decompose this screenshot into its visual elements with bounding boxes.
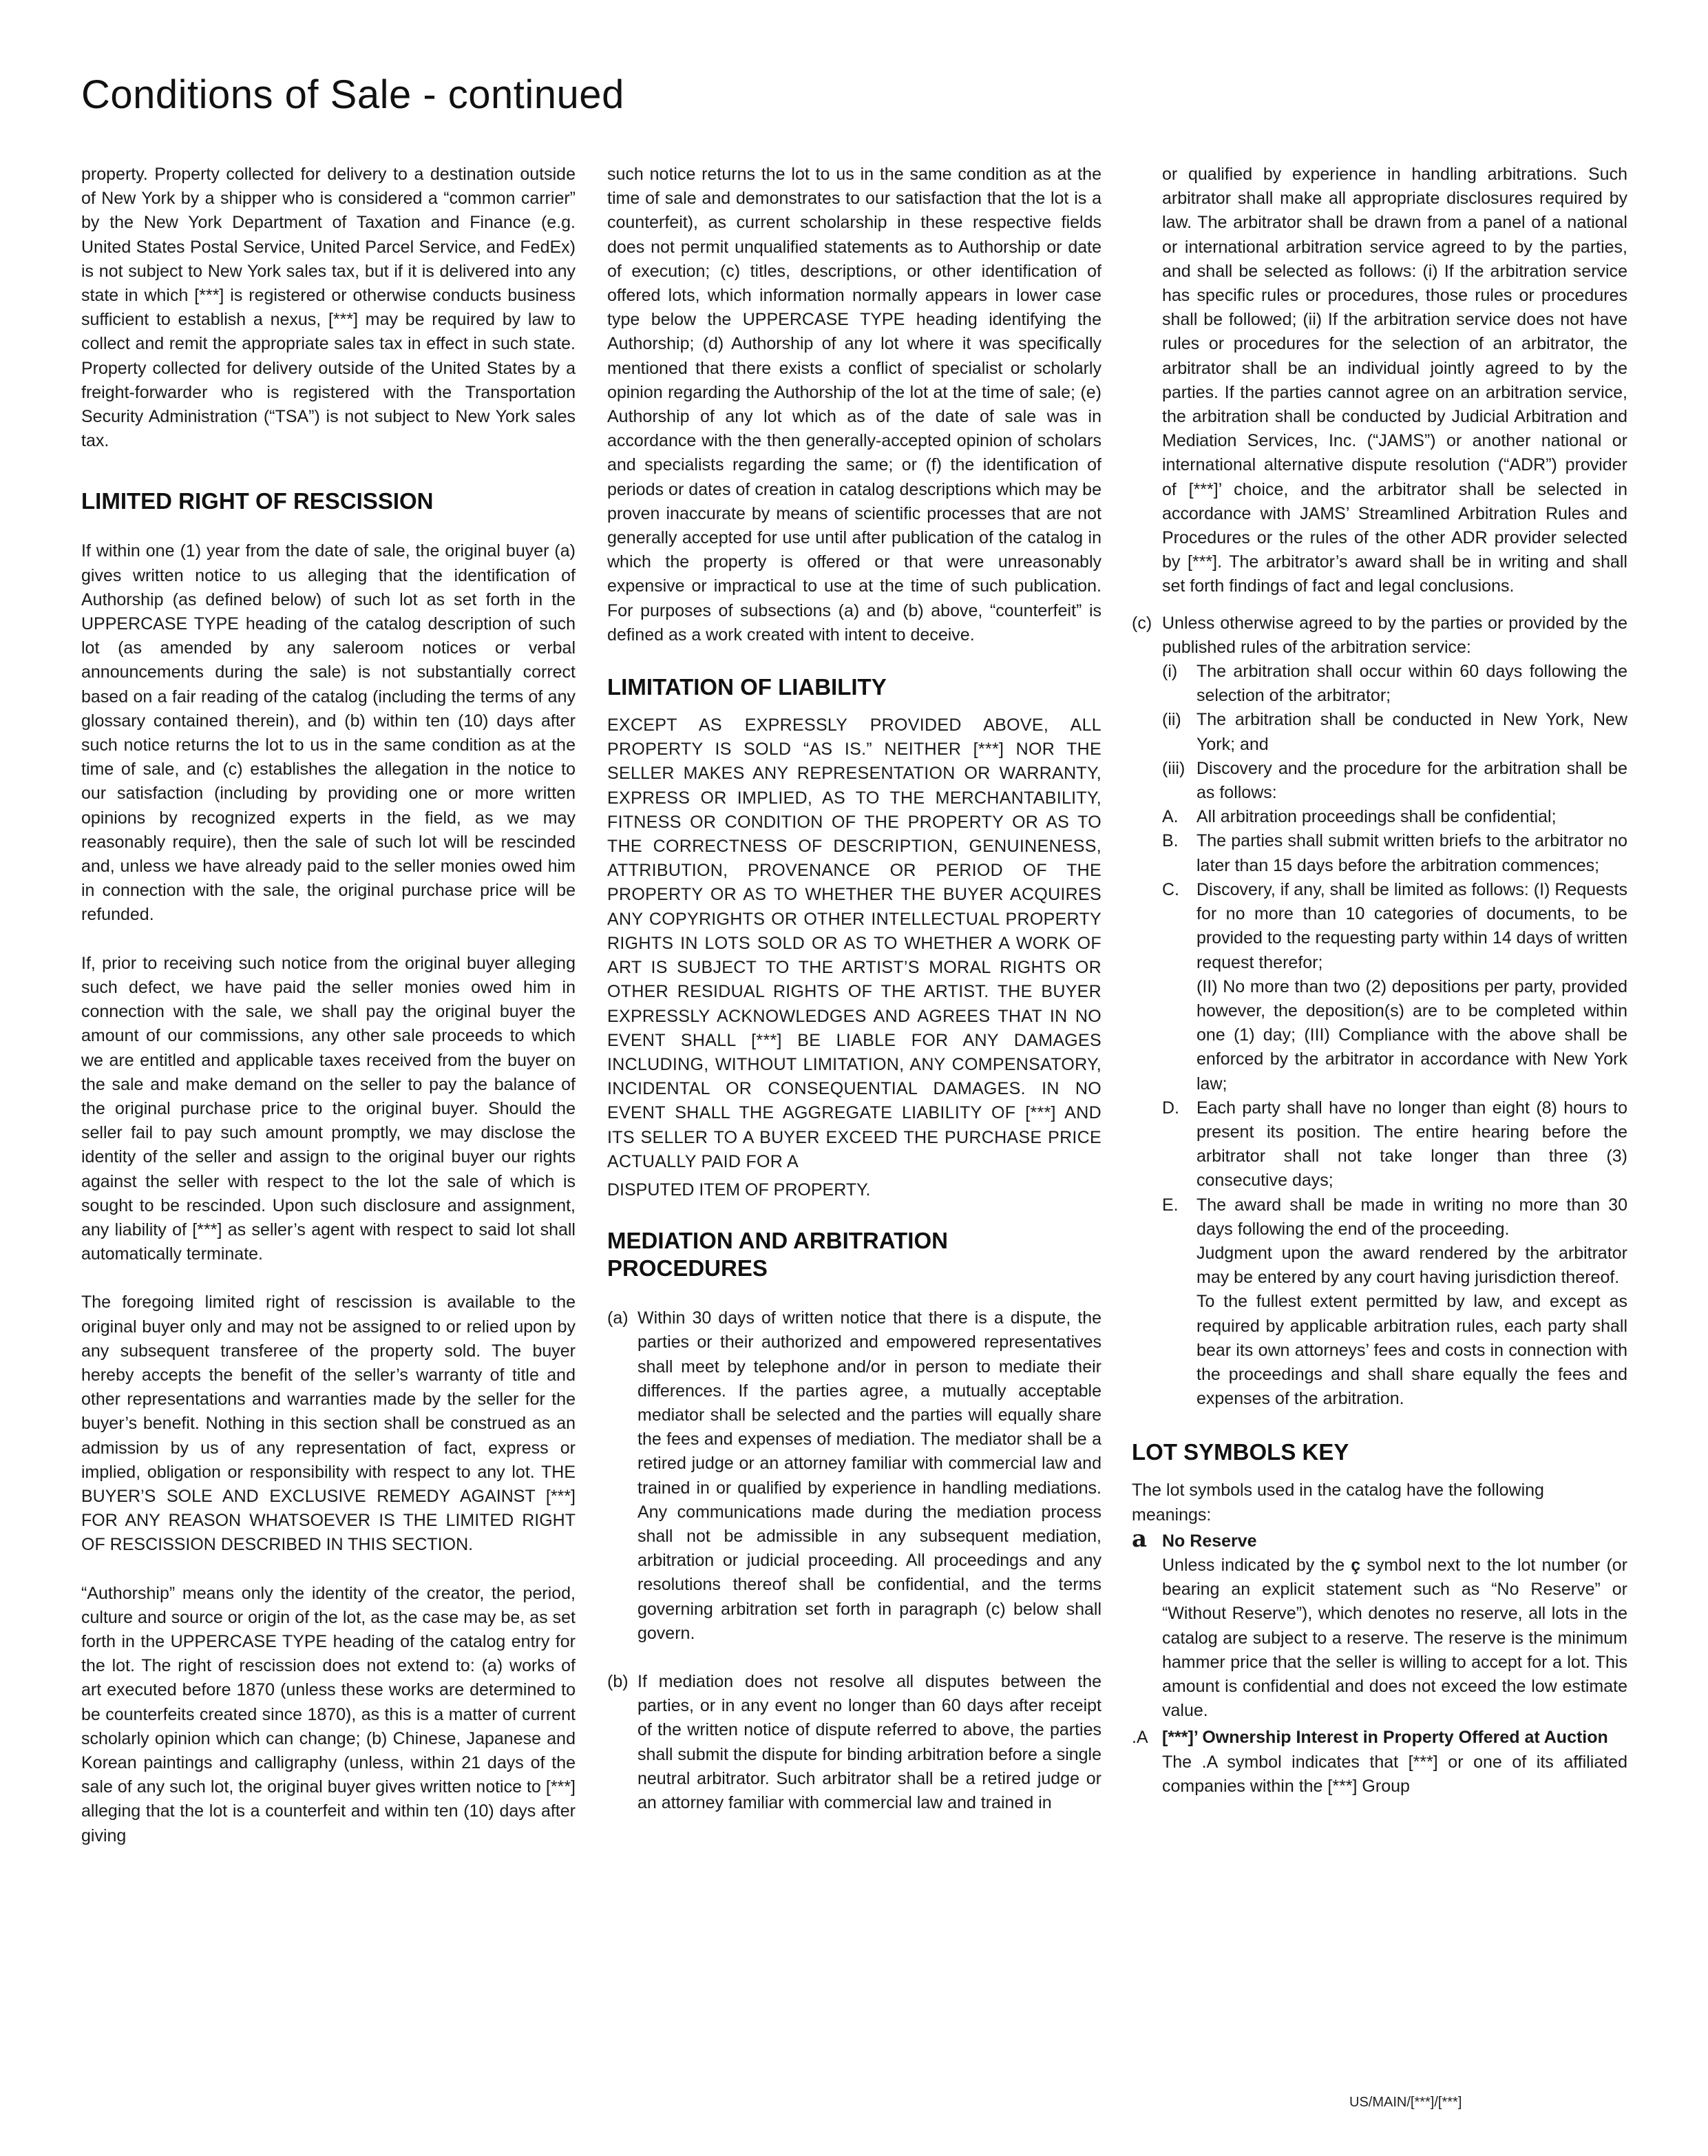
symbol-name: [***]’ Ownership Interest in Property Offered at Auction [1162, 1728, 1608, 1748]
heading-lot-symbols-key: LOT SYMBOLS KEY [1132, 1439, 1349, 1465]
paragraph: The foregoing limited right of rescission is available to the original buyer only and may not be assigned to or relied upon by any subsequent transferee of the property sold. The buyer hereby accepts the benefit of the seller’s warranty of title and other representations and warranties made by the seller for the buyer’s benefit. Nothing in this section shall be construed as an admission by us of any representation of fact, express or implied, obligation or responsibility with respect to any lot. THE BUYER’S SOLE AND EXCLUSIVE REMEDY AGAINST [***] FOR ANY REASON WHATSOEVER IS THE LIMITED RIGHT OF RESCISSION DESCRIBED IN THIS SECTION. [81, 1292, 576, 1555]
column-2 [607, 163, 1101, 1815]
list-item-iii [1162, 757, 1627, 805]
paragraph-liability-end: DISPUTED ITEM OF PROPERTY. [607, 1180, 871, 1200]
symbols-intro: The lot symbols used in the catalog have the following meanings: [1132, 1480, 1544, 1525]
item-continuation: Judgment upon the award rendered by the arbitrator may be entered by any court having jurisdiction thereof. [1196, 1243, 1627, 1288]
item-text: Discovery and the procedure for the arbitration shall be as follows: [1196, 758, 1627, 803]
footer-reference: US/MAIN/[***]/[***] [1349, 2095, 1462, 2110]
column-3 [1132, 163, 1627, 1799]
symbol-name: No Reserve [1162, 1531, 1257, 1551]
list-item-B [1162, 829, 1627, 877]
item-label: (a) [607, 1308, 629, 1328]
item-text: Discovery, if any, shall be limited as follows: (I) Requests for no more than 10 categories of documents, to be provided to the requesting party within 14 days of written request therefor; [1196, 879, 1627, 972]
list-item-b [607, 1670, 1101, 1815]
column-1 [81, 163, 576, 1848]
ownership-symbol-icon: .A [1132, 1728, 1148, 1748]
item-continuation: (II) No more than two (2) depositions per party, provided however, the deposition(s) are to be completed within one (1) day; (III) Compliance with the above shall be enforced by the arbitrator in accordance with New York law; [1196, 976, 1627, 1093]
item-label: (ii) [1162, 710, 1181, 730]
item-continuation: To the fullest extent permitted by law, and except as required by applicable arbitration rules, each party shall bear its own attorneys’ fees and costs in connection with the proceedings and shall share equally the fees and expenses of the arbitration. [1196, 1292, 1627, 1409]
item-text: Within 30 days of written notice that there is a dispute, the parties or their authorized and empowered representatives shall meet by telephone and/or in person to mediate their differences. If the parties agree, a mutually acceptable mediator shall be selected and the parties will equally share the fees and expenses of mediation. The mediator shall be a retired judge or an attorney familiar with commercial law and trained in or qualified by experience in handling mediations. Any communications made during the mediation process shall not be admissible in any subsequent mediation, arbitration or judicial proceeding. All proceedings and any resolutions thereof shall be confidential, and the terms governing arbitration set forth in paragraph (c) below shall govern. [637, 1308, 1101, 1643]
paragraph: such notice returns the lot to us in the same condition as at the time of sale and demonstrates to our satisfaction that the lot is a counterfeit), as current scholarship in these respective fields does not permit unqualified statements as to Authorship or date of execution; (c) titles, descriptions, or other identification of offered lots, which information normally appears in lower case type below the UPPERCASE TYPE heading identifying the Authorship; (d) Authorship of any lot where it was specifically mentioned that there exists a conflict of specialist or scholarly opinion regarding the Authorship of the lot at the time of sale; (e) Authorship of any lot which as of the date of sale was in accordance with the then generally-accepted opinion of scholars and specialists regarding the same; or (f) the identification of periods or dates of creation in catalog descriptions which may be proven inaccurate by means of scientific processes that are not generally accepted for use until after publication of the catalog in which the property is offered or that were unreasonably expensive or impractical to use at the time of such publication. For purposes of subsections (a) and (b) above, “counterfeit” is defined as a work created with intent to deceive. [607, 165, 1101, 645]
item-text: The arbitration shall be conducted in New York, New York; and [1196, 710, 1627, 754]
item-text: The arbitration shall occur within 60 days following the selection of the arbitrator; [1196, 662, 1627, 706]
symbol-ownership-interest [1132, 1726, 1627, 1750]
symbol-description-part: symbol next to the lot number (or bearing an explicit statement such as “No Reserve” or “Without Reserve”), which denotes no reserve, all lots in the catalog are subject to a reserve. The reserve is the minimum hammer price that the seller is willing to accept for a lot. This amount is confidential and does not exceed the low estimate value. [1162, 1555, 1628, 1721]
list-item-c [1132, 611, 1627, 660]
item-label: A. [1162, 807, 1179, 827]
list-item-i [1162, 660, 1627, 708]
list-item-D [1162, 1096, 1627, 1193]
symbol-description: The .A symbol indicates that [***] or one of its affiliated companies within the [***] Group [1162, 1752, 1627, 1796]
paragraph: If, prior to receiving such notice from the original buyer alleging such defect, we have paid the seller monies owed him in connection with the sale, we shall pay the original buyer the amount of our commissions, any other sale proceeds to which we are entitled and applicable taxes received from the buyer on the sale and make demand on the seller to pay the balance of the original purchase price to the original buyer. Should the seller fail to pay such amount promptly, we may disclose the identity of the seller and assign to the original buyer our rights against the seller with respect to the lot the sale of which is sought to be rescinded. Upon such disclosure and assignment, any liability of [***] as seller’s agent with respect to said lot shall automatically terminate. [81, 953, 576, 1264]
heading-limitation-of-liability: LIMITATION OF LIABILITY [607, 674, 887, 700]
list-item-A [1162, 805, 1627, 829]
item-text: The parties shall submit written briefs to the arbitrator no later than 15 days before the arbitration commences; [1196, 831, 1627, 875]
paragraph: “Authorship” means only the identity of the creator, the period, culture and source or origin of the lot, as the case may be, as set forth in the UPPERCASE TYPE heading of the catalog entry for the lot. The right of rescission does not extend to: (a) works of art executed before 1870 (unless these works are determined to be counterfeits created since 1870), as this is a matter of current scholarly opinion which can change; (b) Chinese, Japanese and Korean paintings and calligraphy (unless, within 21 days of the sale of any such lot, the original buyer gives written notice to [***] alleging that the lot is a counterfeit and within ten (10) days after giving [81, 1583, 576, 1845]
no-reserve-inline-icon: ç [1351, 1555, 1361, 1575]
list-item-E [1162, 1193, 1627, 1242]
item-label: (c) [1132, 613, 1152, 633]
item-text: If mediation does not resolve all disputes between the parties, or in any event no longer than 60 days after receipt of the written notice of dispute referred to above, the parties shall submit the dispute for binding arbitration before a single neutral arbitrator. Such arbitrator shall be a retired judge or an attorney familiar with commercial law and trained in [637, 1671, 1102, 1812]
page-title: Conditions of Sale - continued [81, 72, 624, 117]
item-label: (iii) [1162, 758, 1185, 778]
list-item-a [607, 1306, 1101, 1646]
item-label: E. [1162, 1195, 1179, 1215]
heading-mediation-and-arbitration: MEDIATION AND ARBITRATION PROCEDURES [607, 1228, 948, 1281]
item-text: Each party shall have no longer than eight (8) hours to present its position. The entire hearing before the arbitrator shall not take longer than three (3) consecutive days; [1196, 1098, 1627, 1191]
paragraph: property. Property collected for delivery to a destination outside of New York by a shipper who is considered a “common carrier” by the New York Department of Taxation and Finance (e.g. United States Postal Service, United Parcel Service, and FedEx) is not subject to New York sales tax, but if it is delivered into any state in which [***] is registered or otherwise conducts business sufficient to establish a nexus, [***] may be required by law to collect and remit the appropriate sales tax in effect in such state. Property collected for delivery outside of the United States by a freight-forwarder who is registered with the Transportation Security Administration (“TSA”) is not subject to New York sales tax. [81, 165, 576, 451]
list-item-C [1162, 878, 1627, 975]
paragraph-liability: EXCEPT AS EXPRESSLY PROVIDED ABOVE, ALL PROPERTY IS SOLD “AS IS.” NEITHER [***] NOR THE SELLER MAKES ANY REPRESENTATION OR WARRANTY, EXPRESS OR IMPLIED, AS TO THE MERCHANTABILITY, FITNESS OR CONDITION OF THE PROPERTY OR AS TO THE CORRECTNESS OF DESCRIPTION, GENUINENESS, ATTRIBUTION, PROVENANCE OR PERIOD OF THE PROPERTY OR AS TO WHETHER THE BUYER ACQUIRES ANY COPYRIGHTS OR OTHER INTELLECTUAL PROPERTY RIGHTS IN LOTS SOLD OR AS TO WHETHER A WORK OF ART IS SUBJECT TO THE ARTIST’S MORAL RIGHTS OR OTHER RESIDUAL RIGHTS OF THE ARTIST. THE BUYER EXPRESSLY ACKNOWLEDGES AND AGREES THAT IN NO EVENT SHALL [***] BE LIABLE FOR ANY DAMAGES INCLUDING, WITHOUT LIMITATION, ANY COMPENSATORY, INCIDENTAL OR CONSEQUENTIAL DAMAGES. IN NO EVENT SHALL THE AGGREGATE LIABILITY OF [***] AND ITS SELLER TO A BUYER EXCEED THE PURCHASE PRICE ACTUALLY PAID FOR A [607, 715, 1101, 1171]
item-label: (i) [1162, 662, 1178, 682]
item-label: B. [1162, 831, 1179, 851]
symbol-description-part: Unless indicated by the [1162, 1555, 1351, 1575]
item-text: The award shall be made in writing no more than 30 days following the end of the proceeding. [1196, 1195, 1627, 1239]
item-label: C. [1162, 879, 1179, 899]
paragraph: If within one (1) year from the date of sale, the original buyer (a) gives written notice to us alleging that the identification of Authorship (as defined below) of such lot as set forth in the UPPERCASE TYPE heading of the catalog description of such lot (as amended by any saleroom notices or verbal announcements during the sale) is not substantially correct based on a fair reading of the catalog (including the terms of any glossary contained therein), and (b) within ten (10) days after such notice returns the lot to us in the same condition as at the time of sale, and (c) establishes the allegation in the notice to our satisfaction (including by providing one or more written opinions by recognized experts in the field, as we may reasonably require), then the sale of such lot will be rescinded and, unless we have already paid to the seller monies owed him in connection with the sale, the original purchase price will be refunded. [81, 541, 576, 925]
item-text: All arbitration proceedings shall be confidential; [1196, 807, 1557, 827]
item-label: (b) [607, 1671, 629, 1691]
heading-limited-right-of-rescission: LIMITED RIGHT OF RESCISSION [81, 488, 434, 514]
item-text: Unless otherwise agreed to by the parties or provided by the published rules of the arbitration service: [1162, 613, 1627, 657]
list-item-ii [1162, 708, 1627, 756]
no-reserve-symbol-icon: a [1132, 1525, 1148, 1553]
symbol-no-reserve [1132, 1527, 1627, 1553]
item-label: D. [1162, 1098, 1179, 1118]
symbol-description [1162, 1553, 1627, 1723]
paragraph: or qualified by experience in handling arbitrations. Such arbitrator shall make all appropriate disclosures required by law. The arbitrator shall be drawn from a panel of a national or international arbitration service agreed to by the parties, and shall be selected as follows: (i) If the arbitration service has specific rules or procedures, those rules or procedures shall be followed; (ii) If the arbitration service does not have rules or procedures for the selection of an arbitrator, the arbitrator shall be an individual jointly agreed to by the parties. If the parties cannot agree on an arbitration service, the arbitration shall be conducted by Judicial Arbitration and Mediation Services, Inc. (“JAMS”) or another national or international alternative dispute resolution (“ADR”) provider of [***]’ choice, and the arbitrator shall be selected in accordance with JAMS’ Streamlined Arbitration Rules and Procedures or the rules of the other ADR provider selected by [***]. The arbitrator’s award shall be in writing and shall set forth findings of fact and legal conclusions. [1162, 165, 1627, 596]
